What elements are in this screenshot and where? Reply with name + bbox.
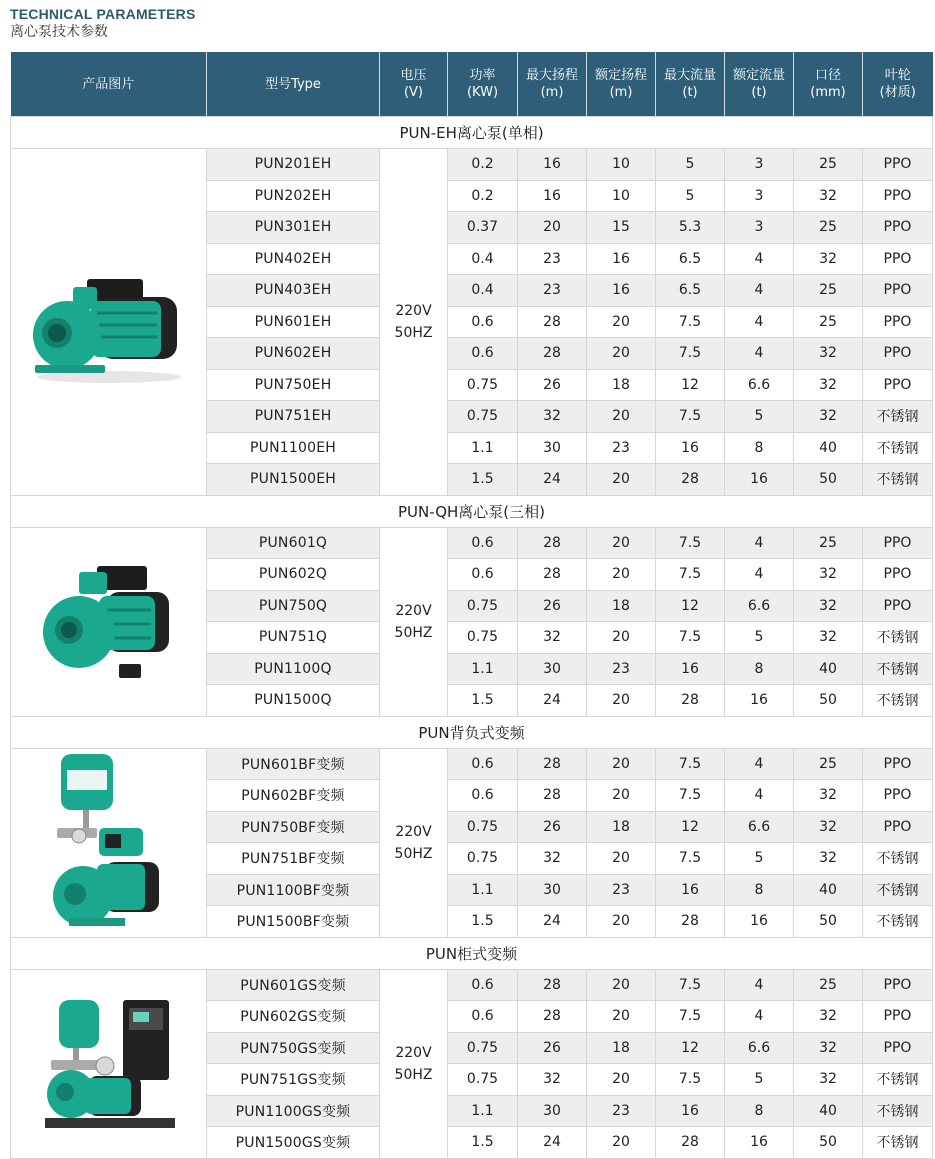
caliber-cell: 32 (794, 780, 863, 812)
power-cell: 0.6 (448, 306, 518, 338)
model-cell: PUN403EH (207, 275, 380, 307)
power-cell: 0.2 (448, 180, 518, 212)
power-cell: 1.5 (448, 464, 518, 496)
table-row (11, 527, 933, 559)
power-cell: 0.4 (448, 275, 518, 307)
power-cell: 1.5 (448, 906, 518, 938)
impeller-cell: 不锈钢 (863, 874, 933, 906)
max-head-cell: 32 (518, 401, 587, 433)
max-flow-cell: 7.5 (656, 306, 725, 338)
impeller-cell: PPO (863, 1032, 933, 1064)
impeller-cell: 不锈钢 (863, 653, 933, 685)
caliber-cell: 32 (794, 180, 863, 212)
power-cell: 0.4 (448, 243, 518, 275)
section-title: PUN背负式变频 (11, 716, 933, 748)
max-head-cell: 26 (518, 811, 587, 843)
max-head-cell: 24 (518, 906, 587, 938)
caliber-cell: 40 (794, 874, 863, 906)
caliber-cell: 25 (794, 306, 863, 338)
table-row (11, 969, 933, 1001)
rated-head-cell: 23 (587, 874, 656, 906)
max-head-cell: 28 (518, 306, 587, 338)
model-cell: PUN1100GS变频 (207, 1095, 380, 1127)
max-flow-cell: 16 (656, 653, 725, 685)
rated-head-cell: 23 (587, 432, 656, 464)
impeller-cell: 不锈钢 (863, 464, 933, 496)
model-cell: PUN602BF变频 (207, 780, 380, 812)
rated-head-cell: 20 (587, 1127, 656, 1159)
col-header-model: 型号Type (207, 52, 380, 117)
caliber-cell: 25 (794, 149, 863, 181)
power-cell: 0.75 (448, 1032, 518, 1064)
caliber-cell: 40 (794, 432, 863, 464)
impeller-cell: 不锈钢 (863, 622, 933, 654)
model-cell: PUN301EH (207, 212, 380, 244)
rated-flow-cell: 16 (725, 685, 794, 717)
rated-flow-cell: 4 (725, 1001, 794, 1033)
max-flow-cell: 6.5 (656, 243, 725, 275)
section-title: PUN-QH离心泵(三相) (11, 495, 933, 527)
power-cell: 0.75 (448, 1064, 518, 1096)
caliber-cell: 32 (794, 243, 863, 275)
max-flow-cell: 5 (656, 180, 725, 212)
impeller-cell: 不锈钢 (863, 1095, 933, 1127)
model-cell: PUN601Q (207, 527, 380, 559)
impeller-cell: PPO (863, 180, 933, 212)
col-header-max-head: 最大扬程 (m) (518, 52, 587, 117)
rated-flow-cell: 16 (725, 464, 794, 496)
section-title-row (11, 495, 933, 527)
power-cell: 0.6 (448, 527, 518, 559)
max-head-cell: 30 (518, 874, 587, 906)
impeller-cell: PPO (863, 306, 933, 338)
max-head-cell: 28 (518, 338, 587, 370)
power-cell: 0.6 (448, 559, 518, 591)
caliber-cell: 50 (794, 1127, 863, 1159)
impeller-cell: PPO (863, 212, 933, 244)
max-flow-cell: 7.5 (656, 1064, 725, 1096)
caliber-cell: 50 (794, 685, 863, 717)
impeller-cell: PPO (863, 748, 933, 780)
max-flow-cell: 12 (656, 811, 725, 843)
model-cell: PUN1500EH (207, 464, 380, 496)
caliber-cell: 25 (794, 275, 863, 307)
centrifugal-pump-qh-icon (11, 527, 207, 716)
max-head-cell: 28 (518, 1001, 587, 1033)
rated-flow-cell: 5 (725, 622, 794, 654)
caliber-cell: 32 (794, 559, 863, 591)
caliber-cell: 32 (794, 1064, 863, 1096)
col-header-max-flow: 最大流量 (t) (656, 52, 725, 117)
rated-flow-cell: 6.6 (725, 1032, 794, 1064)
col-header-image: 产品图片 (11, 52, 207, 117)
model-cell: PUN750GS变频 (207, 1032, 380, 1064)
rated-flow-cell: 8 (725, 653, 794, 685)
rated-flow-cell: 8 (725, 432, 794, 464)
max-head-cell: 26 (518, 369, 587, 401)
max-flow-cell: 12 (656, 590, 725, 622)
model-cell: PUN602GS变频 (207, 1001, 380, 1033)
col-header-caliber: 口径 (mm) (794, 52, 863, 117)
caliber-cell: 32 (794, 590, 863, 622)
rated-flow-cell: 6.6 (725, 369, 794, 401)
max-head-cell: 30 (518, 1095, 587, 1127)
model-cell: PUN1100EH (207, 432, 380, 464)
rated-head-cell: 20 (587, 306, 656, 338)
rated-flow-cell: 4 (725, 527, 794, 559)
model-cell: PUN751BF变频 (207, 843, 380, 875)
power-cell: 0.6 (448, 748, 518, 780)
model-cell: PUN1500Q (207, 685, 380, 717)
model-cell: PUN750BF变频 (207, 811, 380, 843)
impeller-cell: 不锈钢 (863, 685, 933, 717)
rated-head-cell: 20 (587, 559, 656, 591)
col-header-rated-flow: 额定流量 (t) (725, 52, 794, 117)
impeller-cell: 不锈钢 (863, 1064, 933, 1096)
max-flow-cell: 7.5 (656, 780, 725, 812)
power-cell: 1.1 (448, 653, 518, 685)
rated-flow-cell: 4 (725, 275, 794, 307)
rated-flow-cell: 4 (725, 780, 794, 812)
model-cell: PUN750Q (207, 590, 380, 622)
rated-head-cell: 10 (587, 180, 656, 212)
rated-head-cell: 18 (587, 590, 656, 622)
max-flow-cell: 7.5 (656, 969, 725, 1001)
model-cell: PUN751Q (207, 622, 380, 654)
rated-flow-cell: 5 (725, 843, 794, 875)
max-flow-cell: 5 (656, 149, 725, 181)
impeller-cell: PPO (863, 338, 933, 370)
caliber-cell: 32 (794, 622, 863, 654)
rated-head-cell: 20 (587, 1001, 656, 1033)
power-cell: 1.5 (448, 1127, 518, 1159)
model-cell: PUN601BF变频 (207, 748, 380, 780)
rated-head-cell: 20 (587, 401, 656, 433)
model-cell: PUN201EH (207, 149, 380, 181)
page-header (10, 6, 196, 41)
power-cell: 1.1 (448, 874, 518, 906)
impeller-cell: PPO (863, 275, 933, 307)
max-flow-cell: 16 (656, 1095, 725, 1127)
max-head-cell: 28 (518, 780, 587, 812)
voltage-cell: 220V 50HZ (380, 969, 448, 1158)
power-cell: 0.75 (448, 843, 518, 875)
max-head-cell: 30 (518, 653, 587, 685)
max-flow-cell: 6.5 (656, 275, 725, 307)
power-cell: 0.75 (448, 622, 518, 654)
power-cell: 0.6 (448, 1001, 518, 1033)
table-header-row (11, 52, 933, 117)
rated-head-cell: 20 (587, 622, 656, 654)
rated-flow-cell: 3 (725, 180, 794, 212)
max-head-cell: 26 (518, 590, 587, 622)
voltage-cell: 220V 50HZ (380, 149, 448, 496)
rated-head-cell: 18 (587, 1032, 656, 1064)
caliber-cell: 32 (794, 811, 863, 843)
caliber-cell: 32 (794, 338, 863, 370)
centrifugal-pump-eh-icon (11, 149, 207, 496)
impeller-cell: PPO (863, 243, 933, 275)
rated-flow-cell: 6.6 (725, 590, 794, 622)
max-flow-cell: 12 (656, 369, 725, 401)
power-cell: 0.75 (448, 369, 518, 401)
max-head-cell: 32 (518, 622, 587, 654)
max-flow-cell: 7.5 (656, 338, 725, 370)
caliber-cell: 25 (794, 212, 863, 244)
power-cell: 0.37 (448, 212, 518, 244)
max-flow-cell: 7.5 (656, 401, 725, 433)
power-cell: 0.6 (448, 780, 518, 812)
power-cell: 0.75 (448, 401, 518, 433)
rated-head-cell: 20 (587, 338, 656, 370)
col-header-impeller: 叶轮 (材质) (863, 52, 933, 117)
impeller-cell: 不锈钢 (863, 843, 933, 875)
rated-head-cell: 20 (587, 969, 656, 1001)
max-head-cell: 28 (518, 748, 587, 780)
max-head-cell: 28 (518, 527, 587, 559)
impeller-cell: 不锈钢 (863, 1127, 933, 1159)
model-cell: PUN602Q (207, 559, 380, 591)
rated-flow-cell: 16 (725, 906, 794, 938)
table-row (11, 748, 933, 780)
max-flow-cell: 16 (656, 432, 725, 464)
power-cell: 0.2 (448, 149, 518, 181)
rated-flow-cell: 8 (725, 874, 794, 906)
rated-head-cell: 10 (587, 149, 656, 181)
max-head-cell: 28 (518, 969, 587, 1001)
max-head-cell: 16 (518, 180, 587, 212)
max-flow-cell: 28 (656, 464, 725, 496)
rated-head-cell: 18 (587, 811, 656, 843)
max-head-cell: 26 (518, 1032, 587, 1064)
caliber-cell: 32 (794, 401, 863, 433)
rated-flow-cell: 4 (725, 306, 794, 338)
model-cell: PUN601EH (207, 306, 380, 338)
col-header-rated-head: 额定扬程 (m) (587, 52, 656, 117)
caliber-cell: 40 (794, 1095, 863, 1127)
rated-flow-cell: 3 (725, 212, 794, 244)
impeller-cell: PPO (863, 1001, 933, 1033)
model-cell: PUN1500BF变频 (207, 906, 380, 938)
impeller-cell: PPO (863, 969, 933, 1001)
model-cell: PUN751EH (207, 401, 380, 433)
section-title-row (11, 716, 933, 748)
impeller-cell: 不锈钢 (863, 432, 933, 464)
max-head-cell: 16 (518, 149, 587, 181)
rated-head-cell: 20 (587, 843, 656, 875)
section-title-row (11, 937, 933, 969)
model-cell: PUN602EH (207, 338, 380, 370)
table-row (11, 149, 933, 181)
max-flow-cell: 7.5 (656, 1001, 725, 1033)
model-cell: PUN1100BF变频 (207, 874, 380, 906)
voltage-cell: 220V 50HZ (380, 527, 448, 716)
rated-head-cell: 23 (587, 653, 656, 685)
power-cell: 1.5 (448, 685, 518, 717)
model-cell: PUN750EH (207, 369, 380, 401)
rated-head-cell: 16 (587, 275, 656, 307)
max-head-cell: 23 (518, 243, 587, 275)
rated-flow-cell: 8 (725, 1095, 794, 1127)
max-head-cell: 32 (518, 1064, 587, 1096)
model-cell: PUN202EH (207, 180, 380, 212)
rated-head-cell: 20 (587, 748, 656, 780)
title-cn: 离心泵技术参数 (10, 24, 108, 40)
max-head-cell: 24 (518, 464, 587, 496)
max-flow-cell: 7.5 (656, 622, 725, 654)
parameters-table (10, 52, 933, 1159)
power-cell: 1.1 (448, 1095, 518, 1127)
max-head-cell: 32 (518, 843, 587, 875)
impeller-cell: PPO (863, 369, 933, 401)
impeller-cell: PPO (863, 811, 933, 843)
max-flow-cell: 12 (656, 1032, 725, 1064)
section-title: PUN柜式变频 (11, 937, 933, 969)
section-title: PUN-EH离心泵(单相) (11, 117, 933, 149)
impeller-cell: PPO (863, 590, 933, 622)
max-head-cell: 24 (518, 1127, 587, 1159)
impeller-cell: 不锈钢 (863, 906, 933, 938)
model-cell: PUN601GS变频 (207, 969, 380, 1001)
impeller-cell: PPO (863, 559, 933, 591)
rated-head-cell: 20 (587, 685, 656, 717)
caliber-cell: 32 (794, 369, 863, 401)
caliber-cell: 25 (794, 969, 863, 1001)
rated-head-cell: 23 (587, 1095, 656, 1127)
rated-head-cell: 20 (587, 906, 656, 938)
col-header-voltage: 电压 (V) (380, 52, 448, 117)
max-flow-cell: 7.5 (656, 843, 725, 875)
caliber-cell: 25 (794, 748, 863, 780)
model-cell: PUN1100Q (207, 653, 380, 685)
rated-flow-cell: 5 (725, 1064, 794, 1096)
impeller-cell: PPO (863, 780, 933, 812)
rated-head-cell: 20 (587, 1064, 656, 1096)
impeller-cell: PPO (863, 149, 933, 181)
backpack-inverter-pump-icon (11, 748, 207, 937)
max-flow-cell: 7.5 (656, 748, 725, 780)
max-flow-cell: 28 (656, 906, 725, 938)
rated-flow-cell: 6.6 (725, 811, 794, 843)
max-flow-cell: 28 (656, 685, 725, 717)
rated-head-cell: 16 (587, 243, 656, 275)
rated-flow-cell: 5 (725, 401, 794, 433)
max-head-cell: 23 (518, 275, 587, 307)
caliber-cell: 50 (794, 464, 863, 496)
rated-head-cell: 18 (587, 369, 656, 401)
caliber-cell: 25 (794, 527, 863, 559)
rated-head-cell: 20 (587, 527, 656, 559)
power-cell: 0.75 (448, 811, 518, 843)
power-cell: 0.6 (448, 338, 518, 370)
voltage-cell: 220V 50HZ (380, 748, 448, 937)
power-cell: 0.6 (448, 969, 518, 1001)
model-cell: PUN751GS变频 (207, 1064, 380, 1096)
section-title-row (11, 117, 933, 149)
power-cell: 1.1 (448, 432, 518, 464)
max-flow-cell: 5.3 (656, 212, 725, 244)
rated-flow-cell: 4 (725, 243, 794, 275)
impeller-cell: 不锈钢 (863, 401, 933, 433)
rated-head-cell: 15 (587, 212, 656, 244)
rated-flow-cell: 16 (725, 1127, 794, 1159)
title-en: TECHNICAL PARAMETERS (10, 6, 196, 22)
caliber-cell: 50 (794, 906, 863, 938)
rated-flow-cell: 4 (725, 559, 794, 591)
max-head-cell: 20 (518, 212, 587, 244)
rated-flow-cell: 3 (725, 149, 794, 181)
power-cell: 0.75 (448, 590, 518, 622)
model-cell: PUN1500GS变频 (207, 1127, 380, 1159)
col-header-power: 功率 (KW) (448, 52, 518, 117)
rated-flow-cell: 4 (725, 338, 794, 370)
cabinet-inverter-pump-icon (11, 969, 207, 1158)
caliber-cell: 32 (794, 1001, 863, 1033)
caliber-cell: 40 (794, 653, 863, 685)
rated-flow-cell: 4 (725, 748, 794, 780)
max-flow-cell: 28 (656, 1127, 725, 1159)
max-head-cell: 24 (518, 685, 587, 717)
max-flow-cell: 7.5 (656, 559, 725, 591)
rated-flow-cell: 4 (725, 969, 794, 1001)
caliber-cell: 32 (794, 843, 863, 875)
max-flow-cell: 7.5 (656, 527, 725, 559)
max-head-cell: 30 (518, 432, 587, 464)
impeller-cell: PPO (863, 527, 933, 559)
max-head-cell: 28 (518, 559, 587, 591)
rated-head-cell: 20 (587, 464, 656, 496)
caliber-cell: 32 (794, 1032, 863, 1064)
model-cell: PUN402EH (207, 243, 380, 275)
rated-head-cell: 20 (587, 780, 656, 812)
max-flow-cell: 16 (656, 874, 725, 906)
